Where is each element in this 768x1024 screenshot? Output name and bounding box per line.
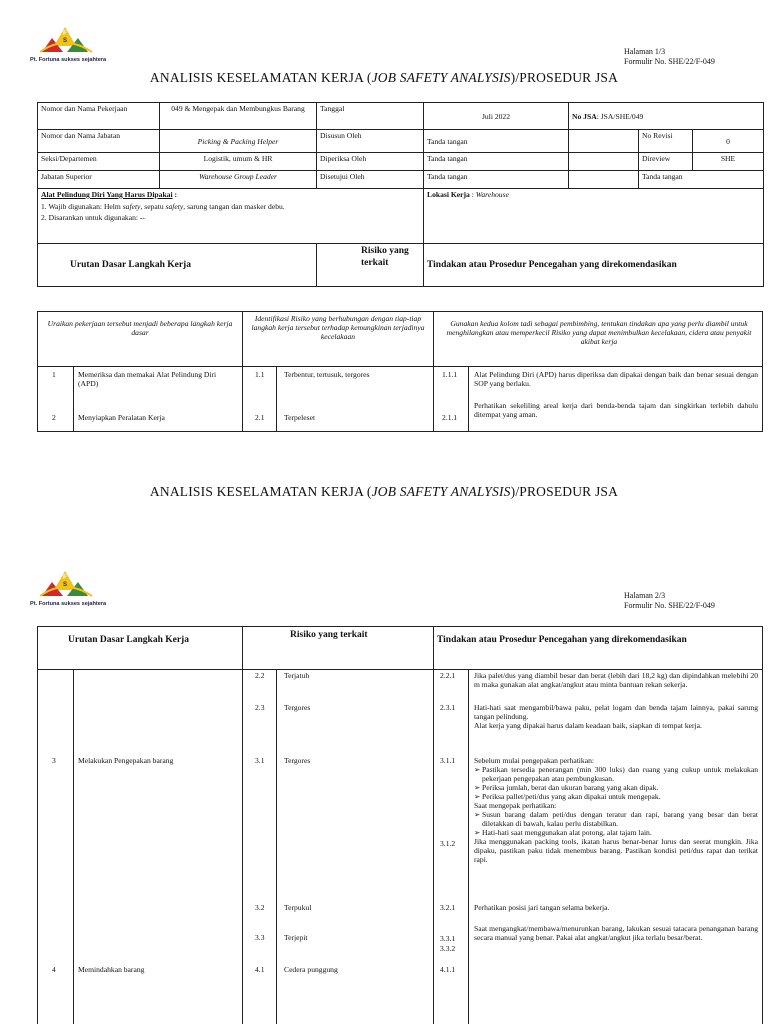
svg-text:S: S [63, 38, 68, 44]
r41-risk: Cedera punggung [284, 965, 338, 974]
row1-action: Alat Pelindung Diri (APD) harus diperiksa dan dipakai dengan baik dan benar sesuai dengan SOP yang berlaku. [474, 370, 758, 388]
r32-risk: Terpukul [284, 903, 312, 912]
row2-risk-no: 2.1 [255, 413, 265, 422]
final-signature: Tanda tangan [639, 171, 764, 189]
t312-no: 3.1.2 [440, 839, 456, 848]
p2-header-actions: Tindakan atau Prosedur Pencegahan yang direkomendasikan [437, 635, 687, 645]
guide-actions: Gunakan kedua kolom tadi sebagai pembimbing, tentukan tindakan apa yang perlu diambil untuk menghilangkan atau memperkecil Risiko yang dapat menimbulkan kecelakaan, cidera atau penyakit akibat kerja [446, 319, 752, 346]
a331: Saat mengangkat/membawa/menurunkan barang, lakukan sesuai tatacara penanganan barang secara manual yang benar. Pakai alat angkat/angkut jika terlalu besar/berat. [474, 924, 758, 942]
header-actions: Tindakan atau Prosedur Pencegahan yang direkomendasikan [424, 244, 764, 287]
step4-no: 4 [52, 965, 56, 974]
a31: Sebelum mulai pengepakan perhatikan: ➢ Pastikan tersedia penerangan (min 300 luks) dan ruang yang cukup untuk melakukan pekerjaan pengepakan atau pembungkusan. ➢ Periksa jumlah, berat dan ukuran barang yang akan dipak. ➢ Periksa pallet/peti/dus yang akan dipakai untuk mengepak. Saat mengepak perhatikan: ➢ Susun barang dalam peti/dus dengan teratur dan rapi, barang yang besar dan berat diletakkan di bawah, kalau perlu distabilkan. ➢ Hati-hati saat menggunakan alat potong, alat tajam lain. Jika menggunakan packing tools, ikatan harus benar-benar lurus dan seerat mungkin. Jika dipaku, pastikan paku tidak menembus barang. Pastikan kondisi peti/dus rapat dan terikat rapi. [474, 756, 758, 864]
reviewed-label: Direview [639, 153, 693, 171]
header-steps: Urutan Dasar Langkah Kerja [38, 244, 317, 287]
step3-label: Melakukan Pengepakan barang [78, 756, 174, 765]
date-value: Juli 2022 [424, 103, 569, 130]
job-name-label: Nomor dan Nama Pekerjaan [38, 103, 160, 130]
prepared-by-label: Disusun Oleh [317, 130, 424, 153]
r31-risk: Tergores [284, 756, 311, 765]
r32-no: 3.2 [255, 903, 265, 912]
superior-label: Jabatan Superior [38, 171, 160, 189]
row1-risk: Terbentur, tertusuk, tergores [284, 370, 370, 379]
prepared-signature: Tanda tangan [424, 130, 569, 153]
company-name: Pt. Fortuna sukses sejahtera [30, 601, 107, 607]
t331-no: 3.3.1 [440, 934, 456, 943]
position-value: Picking & Packing Helper [160, 130, 317, 153]
row1-risk-no: 1.1 [255, 370, 265, 379]
page-number: Halaman 2/3 [624, 591, 666, 600]
header-risks: Risiko yang terkait [317, 244, 424, 287]
company-logo [30, 24, 112, 63]
company-logo-page2 [30, 568, 112, 607]
t411-no: 4.1.1 [440, 965, 456, 974]
a221: Jika palet/dus yang diambil besar dan berat (lebih dari 18,2 kg) dan dipindahkan melebihi 20 m maka gunakan alat angkat/angkut atau minta bantuan rekan sekerja. [474, 671, 758, 689]
row2-step: Menyiapkan Peralatan Kerja [78, 413, 165, 422]
prepared-signature-box [569, 130, 639, 153]
a321: Perhatikan posisi jari tangan selama bekerja. [474, 903, 610, 912]
row2-action-no: 2.1.1 [442, 413, 458, 422]
reviewed-value: SHE [693, 153, 764, 171]
row1-action-no: 1.1.1 [442, 370, 458, 379]
r31-no: 3.1 [255, 756, 265, 765]
position-label: Nomor dan Nama Jabatan [38, 130, 160, 153]
form-number: Formulir No. SHE/22/F-049 [624, 57, 715, 66]
jsa-number: No JSA: JSA/SHE/049 [569, 103, 764, 130]
t311-no: 3.1.1 [440, 756, 456, 765]
logo-mark-icon [30, 568, 100, 601]
svg-text:F: F [63, 31, 67, 37]
guide-risks: Identifikasi Risiko yang berhubungan dengan tiap-tiap langkah kerja tersebut terhadap kemungkinan terjadinya kecelakaan [251, 314, 425, 341]
jsa-info-table [37, 102, 764, 287]
approved-signature-box [569, 171, 639, 189]
t332-no: 3.3.2 [440, 944, 456, 953]
r22-risk: Terjatuh [284, 671, 310, 680]
row2-action: Perhatikan sekeliling areal kerja dari benda-benda tajam dan singkirkan terlebih dahulu ditempat yang aman. [474, 401, 758, 419]
page-meta [624, 47, 715, 67]
t231-no: 2.3.1 [440, 703, 456, 712]
document-title: ANALISIS KESELAMATAN KERJA (JOB SAFETY ANALYSIS)/PROSEDUR JSA [149, 70, 619, 85]
logo-mark-icon [30, 24, 100, 57]
a231: Hati-hati saat mengambil/bawa paku, pelat logam dan benda tajam lainnya, pakai sarung tangan pelindung. Alat kerja yang dipakai harus dalam keadaan baik, siapkan di tempat kerja. [474, 703, 758, 730]
approved-by-label: Disetujui Oleh [317, 171, 424, 189]
step4-label: Memindahkan barang [78, 965, 145, 974]
r23-risk: Tergores [284, 703, 311, 712]
revision-value: 0 [693, 130, 764, 153]
form-number: Formulir No. SHE/22/F-049 [624, 601, 715, 610]
work-location: Lokasi Kerja : Warehouse [424, 189, 764, 244]
approved-signature: Tanda tangan [424, 171, 569, 189]
ppe-section: Alat Pelindung Diri Yang Harus Dipakai : 1. Wajib digunakan: Helm safety, sepatu safety, sarung tangan dan masker debu. 2. Disarankan untuk digunakan: -- [38, 189, 424, 244]
row2-no: 2 [52, 413, 56, 422]
p2-header-steps: Urutan Dasar Langkah Kerja [68, 635, 189, 645]
t221-no: 2.2.1 [440, 671, 456, 680]
checked-signature-box [569, 153, 639, 171]
superior-value: Warehouse Group Leader [160, 171, 317, 189]
page-number: Halaman 1/3 [624, 47, 666, 56]
row2-risk: Terpeleset [284, 413, 316, 422]
date-label: Tanggal [317, 103, 424, 130]
t321-no: 3.2.1 [440, 903, 456, 912]
r33-risk: Terjepit [284, 933, 308, 942]
job-name-value: 049 & Mengepak dan Membungkus Barang [160, 103, 317, 130]
row1-step: Memeriksa dan memakai Alat Pelindung Diri (APD) [78, 370, 217, 388]
r33-no: 3.3 [255, 933, 265, 942]
r23-no: 2.3 [255, 703, 265, 712]
p2-header-risks: Risiko yang terkait [290, 630, 368, 640]
r41-no: 4.1 [255, 965, 265, 974]
row1-no: 1 [52, 370, 56, 379]
guide-steps: Uraikan pekerjaan tersebut menjadi beberapa langkah kerja dasar [47, 319, 233, 337]
checked-by-label: Diperiksa Oleh [317, 153, 424, 171]
revision-label: No Revisi [639, 130, 693, 153]
page-meta-2 [624, 591, 715, 611]
svg-text:S: S [63, 582, 68, 588]
r22-no: 2.2 [255, 671, 265, 680]
document-title-repeat: ANALISIS KESELAMATAN KERJA (JOB SAFETY ANALYSIS)/PROSEDUR JSA [149, 484, 619, 499]
step3-no: 3 [52, 756, 56, 765]
department-value: Logistik, umum & HR [160, 153, 317, 171]
svg-text:F: F [63, 575, 67, 581]
department-label: Seksi/Departemen [38, 153, 160, 171]
company-name: Pt. Fortuna sukses sejahtera [30, 57, 107, 63]
checked-signature: Tanda tangan [424, 153, 569, 171]
